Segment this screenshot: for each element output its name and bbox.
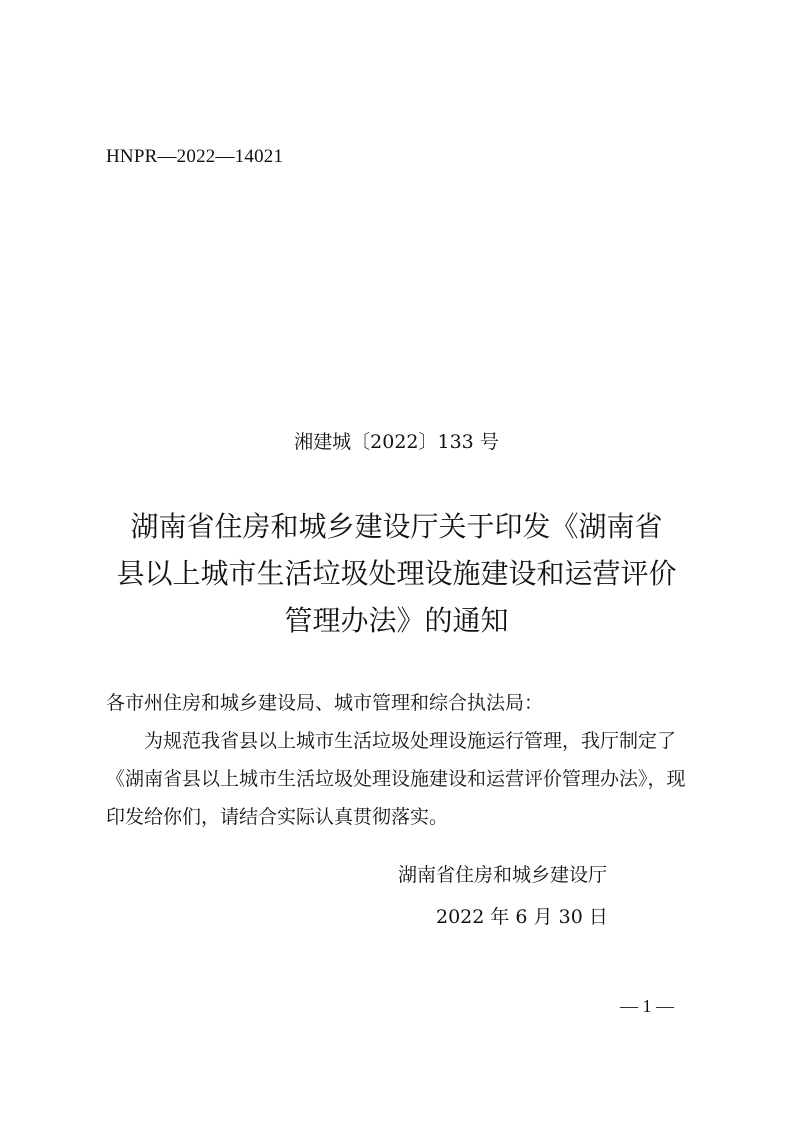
title-line: 县以上城市生活垃圾处理设施建设和运营评价 <box>116 557 677 590</box>
document-title <box>100 503 693 644</box>
issue-date: 2022 年 6 月 30 日 <box>436 906 608 928</box>
title-line: 湖南省住房和城乡建设厅关于印发《湖南省 <box>130 510 663 543</box>
document-number: 湘建城〔2022〕133 号 <box>294 431 499 453</box>
addressee: 各市州住房和城乡建设局、城市管理和综合执法局： <box>106 692 544 714</box>
body-paragraph: 为规范我省县以上城市生活垃圾处理设施运行管理，我厅制定了《湖南省县以上城市生活垃圾处理设施建设和运营评价管理办法》，现印发给你们，请结合实际认真贯彻落实。 <box>106 730 686 828</box>
document-body <box>106 684 690 836</box>
document-code: HNPR—2022—14021 <box>106 146 284 167</box>
page-number: — 1 — <box>620 996 674 1016</box>
title-line: 管理办法》的通知 <box>284 604 509 637</box>
issuer-signature: 湖南省住房和城乡建设厅 <box>398 864 608 886</box>
